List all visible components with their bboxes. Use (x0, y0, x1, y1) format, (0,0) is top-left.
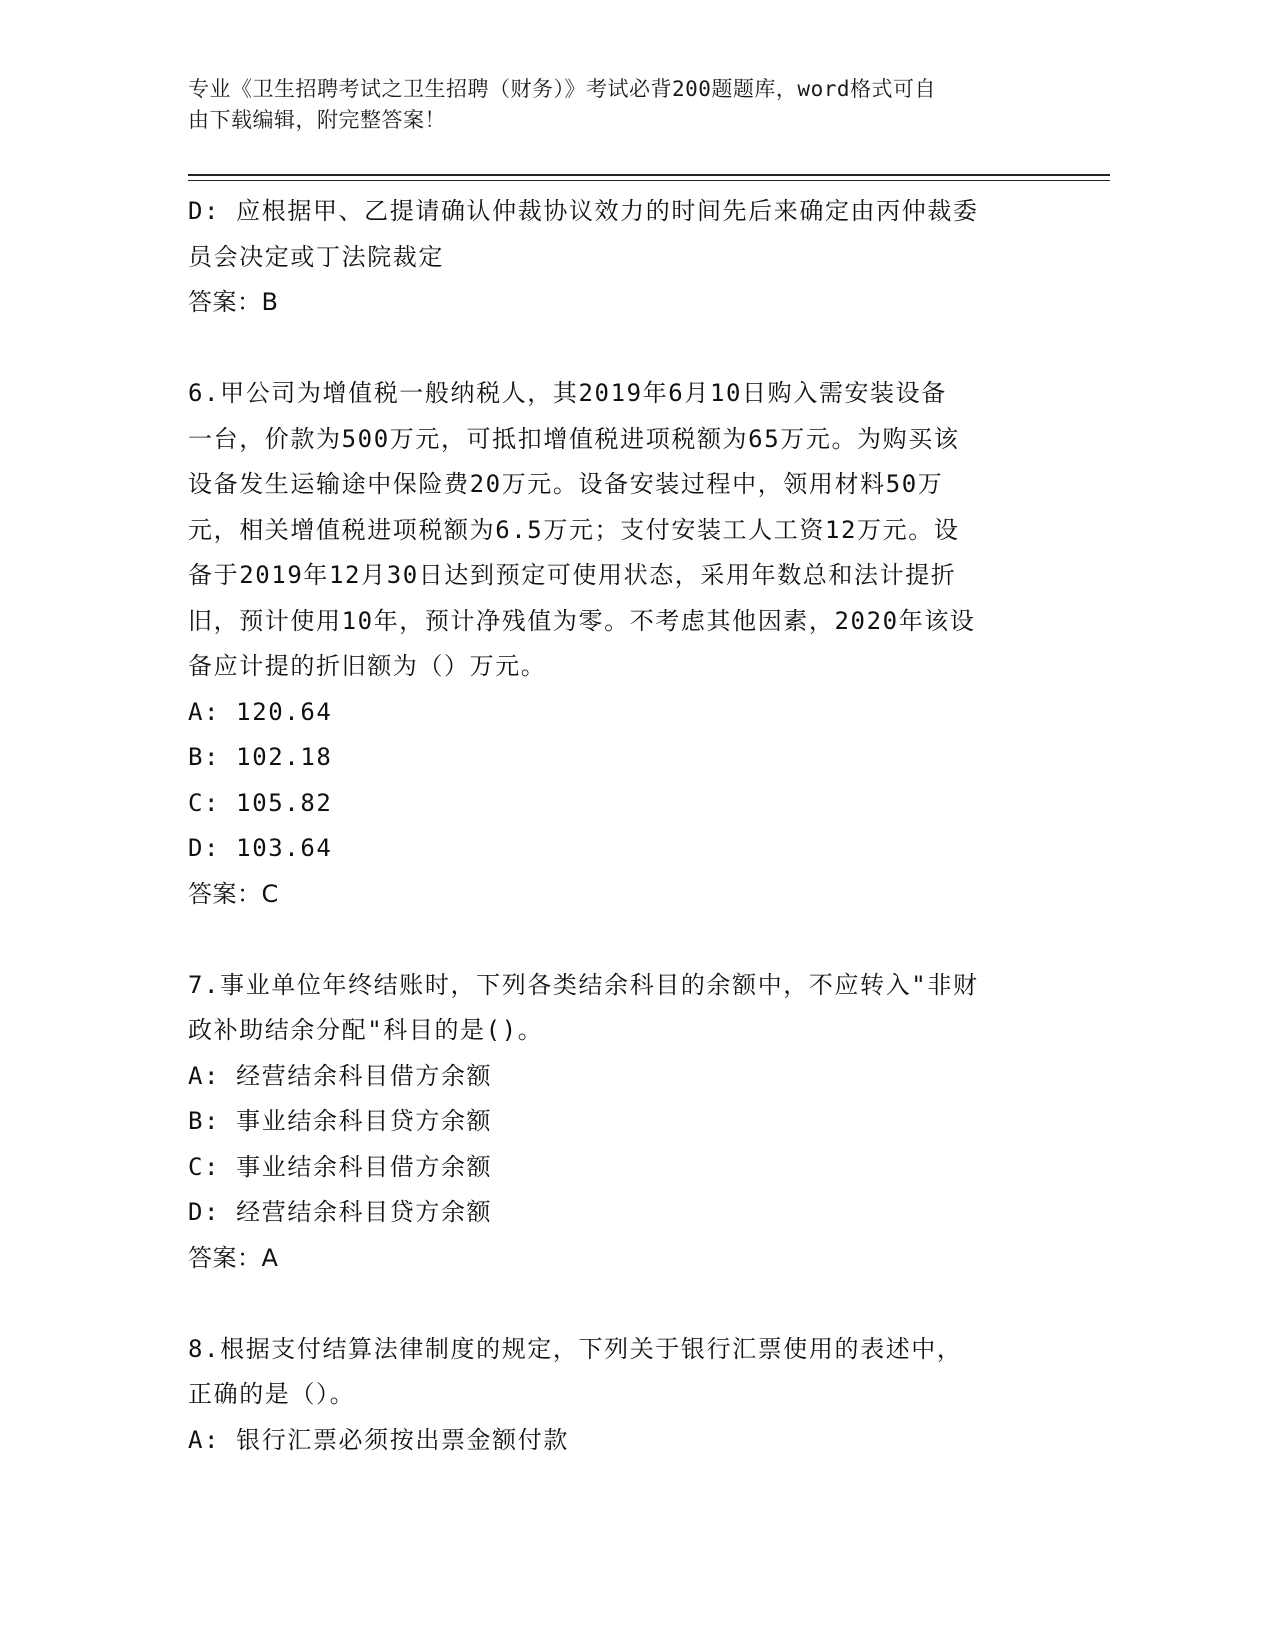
spacer (188, 326, 1088, 372)
question-text-line: 8.根据支付结算法律制度的规定，下列关于银行汇票使用的表述中， (188, 1334, 963, 1363)
question-7 (188, 963, 1088, 1282)
document-header (188, 74, 1088, 136)
question-text-line: 旧，预计使用10年，预计净残值为零。不考虑其他因素，2020年该设 (188, 606, 976, 635)
question-text-line: 备于2019年12月30日达到预定可使用状态，采用年数总和法计提折 (188, 561, 957, 589)
question-8 (188, 1327, 1088, 1464)
question-text-line: 一台，价款为500万元，可抵扣增值税进项税额为65万元。为购买该 (188, 424, 960, 453)
option-d-line-1: D: 应根据甲、乙提请确认仲裁协议效力的时间先后来确定由丙仲裁委 (188, 197, 979, 225)
option-b: B: 事业结余科目贷方余额 (188, 1107, 493, 1135)
option-a: A: 120.64 (188, 697, 333, 726)
previous-question (188, 189, 1088, 326)
option-c: C: 事业结余科目借方余额 (188, 1152, 493, 1181)
question-text-line: 7.事业单位年终结账时，下列各类结余科目的余额中，不应转入"非财 (188, 970, 979, 999)
question-text-line: 政补助结余分配"科目的是()。 (188, 1016, 544, 1044)
answer-label: 答案：C (188, 879, 279, 908)
question-text-line: 正确的是（）。 (188, 1380, 356, 1408)
document-body (188, 189, 1088, 1463)
header-divider-thin (188, 180, 1110, 181)
answer-label: 答案：B (188, 288, 279, 316)
header-title-line-1: 专业《卫生招聘考试之卫生招聘（财务）》考试必背200题题库，word格式可自 (188, 77, 936, 101)
option-a: A: 银行汇票必须按出票金额付款 (188, 1425, 569, 1454)
option-c: C: 105.82 (188, 788, 333, 817)
option-a: A: 经营结余科目借方余额 (188, 1061, 493, 1090)
spacer (188, 1281, 1088, 1327)
question-text-line: 设备发生运输途中保险费20万元。设备安装过程中，领用材料50万 (188, 470, 944, 498)
question-text-line: 元，相关增值税进项税额为6.5万元；支付安装工人工资12万元。设 (188, 515, 960, 544)
option-b: B: 102.18 (188, 743, 333, 771)
option-d: D: 103.64 (188, 834, 333, 862)
question-text-line: 备应计提的折旧额为（）万元。 (188, 652, 547, 680)
spacer (188, 917, 1088, 963)
option-d-line-2: 员会决定或丁法院裁定 (188, 242, 444, 271)
question-text-line: 6.甲公司为增值税一般纳税人，其2019年6月10日购入需安装设备 (188, 379, 947, 407)
header-divider-thick (188, 174, 1110, 176)
option-d: D: 经营结余科目贷方余额 (188, 1198, 493, 1226)
answer-label: 答案：A (188, 1243, 279, 1272)
header-title-line-2: 由下载编辑，附完整答案！ (188, 108, 446, 132)
question-6 (188, 371, 1088, 917)
